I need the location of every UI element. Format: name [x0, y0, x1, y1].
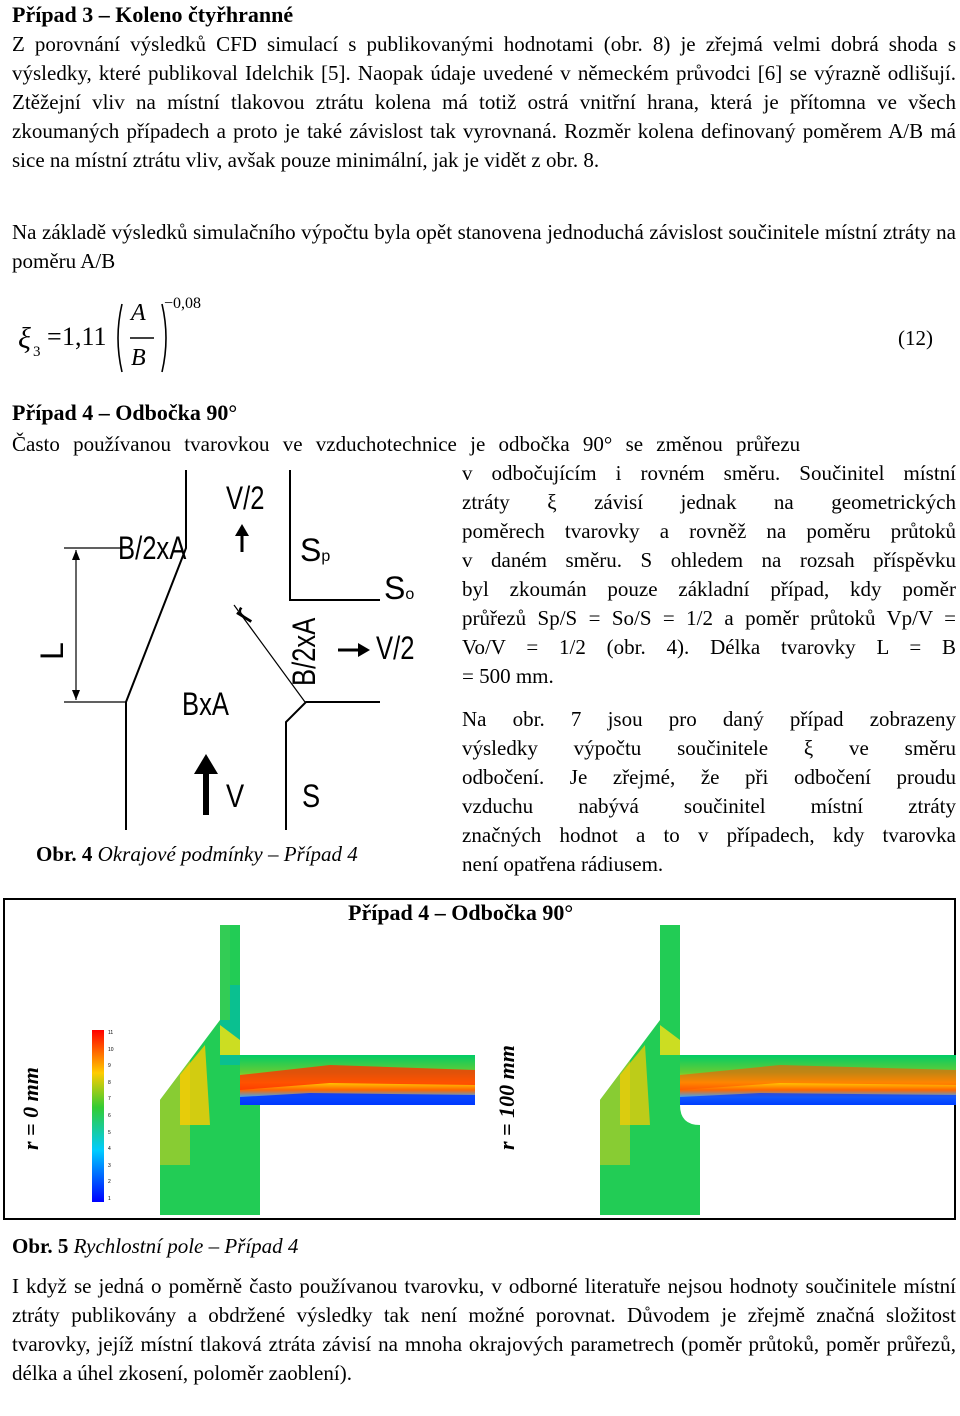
- eq-coef: 1,11: [62, 322, 107, 351]
- colorbar-tick: 7: [108, 1096, 111, 1103]
- case4-col2-line: není opatřena rádiusem.: [462, 852, 664, 876]
- fig4-caption-text: Okrajové podmínky – Případ 4: [97, 842, 358, 866]
- label-b2xa-top: B/2xA: [118, 530, 187, 566]
- fig5-field-r0: [130, 925, 475, 1215]
- case4-col-line: v daném směru. S ohledem na rozsah příspěvku: [462, 548, 956, 572]
- case4-col-line: = 500 mm.: [462, 664, 554, 688]
- case4-col2-line: výsledky výpočtu součinitele ξ ve směru: [462, 736, 956, 760]
- case3-paragraph-1: Z porovnání výsledků CFD simulací s publikovanými hodnotami (obr. 8) je zřejmá velmi dobrá shoda s výsledky, které publikoval Idelchik [5]. Naopak údaje uvedené v německém průvodci [6] se výrazně odlišují. Ztěžejní vliv na místní tlakovou ztrátu kolena má totiž ostrá vnitřní hrana, která je přítomna ve všech zkoumaných případech a proto je také závislost tak vyrovnaná. Rozměr kolena definovaný poměrem A/B má sice na místní ztrátu vliv, avšak pouze minimální, jak je vidět z obr. 8.: [12, 32, 956, 172]
- label-so: So: [384, 570, 415, 606]
- colorbar-tick: 9: [108, 1063, 111, 1070]
- label-v2-right: V/2: [376, 630, 415, 666]
- fig5-caption-prefix: Obr. 5: [12, 1234, 69, 1258]
- colorbar-tick: 6: [108, 1112, 111, 1119]
- colorbar-tick: 11: [108, 1030, 114, 1036]
- fig5-label-left: r = 0 mm: [18, 1067, 43, 1150]
- colorbar-tick: 5: [108, 1129, 111, 1136]
- fig4-caption: [36, 842, 358, 867]
- label-r: r: [224, 600, 261, 629]
- final-paragraph: I když se jedná o poměrně často používanou tvarovku, v odborné literatuře nejsou hodnoty součinitele místní ztráty publikovány a obdržené výsledky tak není možné porovnat. Důvodem je zřejmě značná složitost tvarovky, jejíž místní tlaková ztráta závisí na mnoha okrajových parametrech (poměr průtoků, poměr průřezů, délka a úhel zkosení, poloměr zaoblení).: [12, 1274, 956, 1385]
- label-b2xa-side: B/2xA: [286, 617, 322, 686]
- case4-first-line: Často používanou tvarovkou ve vzduchotechnice je odbočka 90° se změnou průřezu: [12, 432, 801, 456]
- eq-exponent: −0,08: [164, 295, 202, 312]
- case4-col-line: ztráty ξ závisí jednak na geometrických: [462, 490, 956, 514]
- colorbar-tick: 4: [108, 1146, 111, 1153]
- case4-col2-line: vzduchu nabývá součinitel místní ztráty: [462, 794, 956, 818]
- case4-col-line: průřezů Sp/S = So/S = 1/2 a poměr průtoků Vp/V =: [462, 606, 956, 630]
- eq-symbol: ξ: [18, 322, 31, 355]
- fig5-colorbar-ticks: [108, 1030, 122, 1202]
- case4-col2-line: značných hodnot a to v případech, kdy tvarovka: [462, 823, 956, 847]
- colorbar-tick: 3: [108, 1162, 111, 1169]
- fig5-field-r100: [560, 925, 956, 1215]
- case4-col-line: v odbočujícím i rovném směru. Součinitel místní: [462, 461, 956, 485]
- case4-col-line: byl zkoumán pouze základní případ, kdy poměr: [462, 577, 956, 601]
- fig4-caption-prefix: Obr. 4: [36, 842, 93, 866]
- eq-number: (12): [898, 326, 933, 350]
- eq-equals: =: [47, 322, 62, 351]
- fig5-caption-text: Rychlostní pole – Případ 4: [73, 1234, 299, 1258]
- case3-heading: Případ 3 – Koleno čtyřhranné: [12, 2, 294, 27]
- case3-paragraph-2: Na základě výsledků simulačního výpočtu byla opět stanovena jednoduchá závislost součinitele místní ztráty na poměru A/B: [12, 220, 956, 273]
- eq-numerator: A: [131, 300, 146, 326]
- label-sp: Sp: [300, 532, 331, 568]
- case4-col-line: poměrech tvarovky a rovněž na poměru průtoků: [462, 519, 956, 543]
- label-l: L: [34, 642, 70, 660]
- colorbar-tick: 8: [108, 1079, 111, 1086]
- colorbar-tick: 1: [108, 1195, 111, 1202]
- fig5-title: Případ 4 – Odbočka 90°: [342, 900, 579, 926]
- fig5-caption: [12, 1234, 298, 1259]
- eq-subscript: 3: [33, 344, 41, 360]
- case4-col-line: Vo/V = 1/2 (obr. 4). Délka tvarovky L = B: [462, 635, 956, 659]
- eq-denominator: B: [131, 345, 146, 371]
- label-bxa: BxA: [182, 686, 229, 722]
- fig5-colorbar: [92, 1030, 104, 1202]
- case4-column-text: [462, 459, 956, 879]
- colorbar-tick: 2: [108, 1179, 111, 1186]
- label-v: V: [226, 778, 245, 814]
- label-v2-top: V/2: [226, 480, 265, 516]
- fig5-label-right: r = 100 mm: [494, 1045, 519, 1150]
- label-s: S: [302, 778, 321, 814]
- case4-col2-line: odbočení. Je zřejmé, že při odbočení proudu: [462, 765, 956, 789]
- case4-heading: Případ 4 – Odbočka 90°: [12, 400, 238, 425]
- colorbar-tick: 10: [108, 1046, 114, 1053]
- case4-col2-line: Na obr. 7 jsou pro daný případ zobrazeny: [462, 707, 956, 731]
